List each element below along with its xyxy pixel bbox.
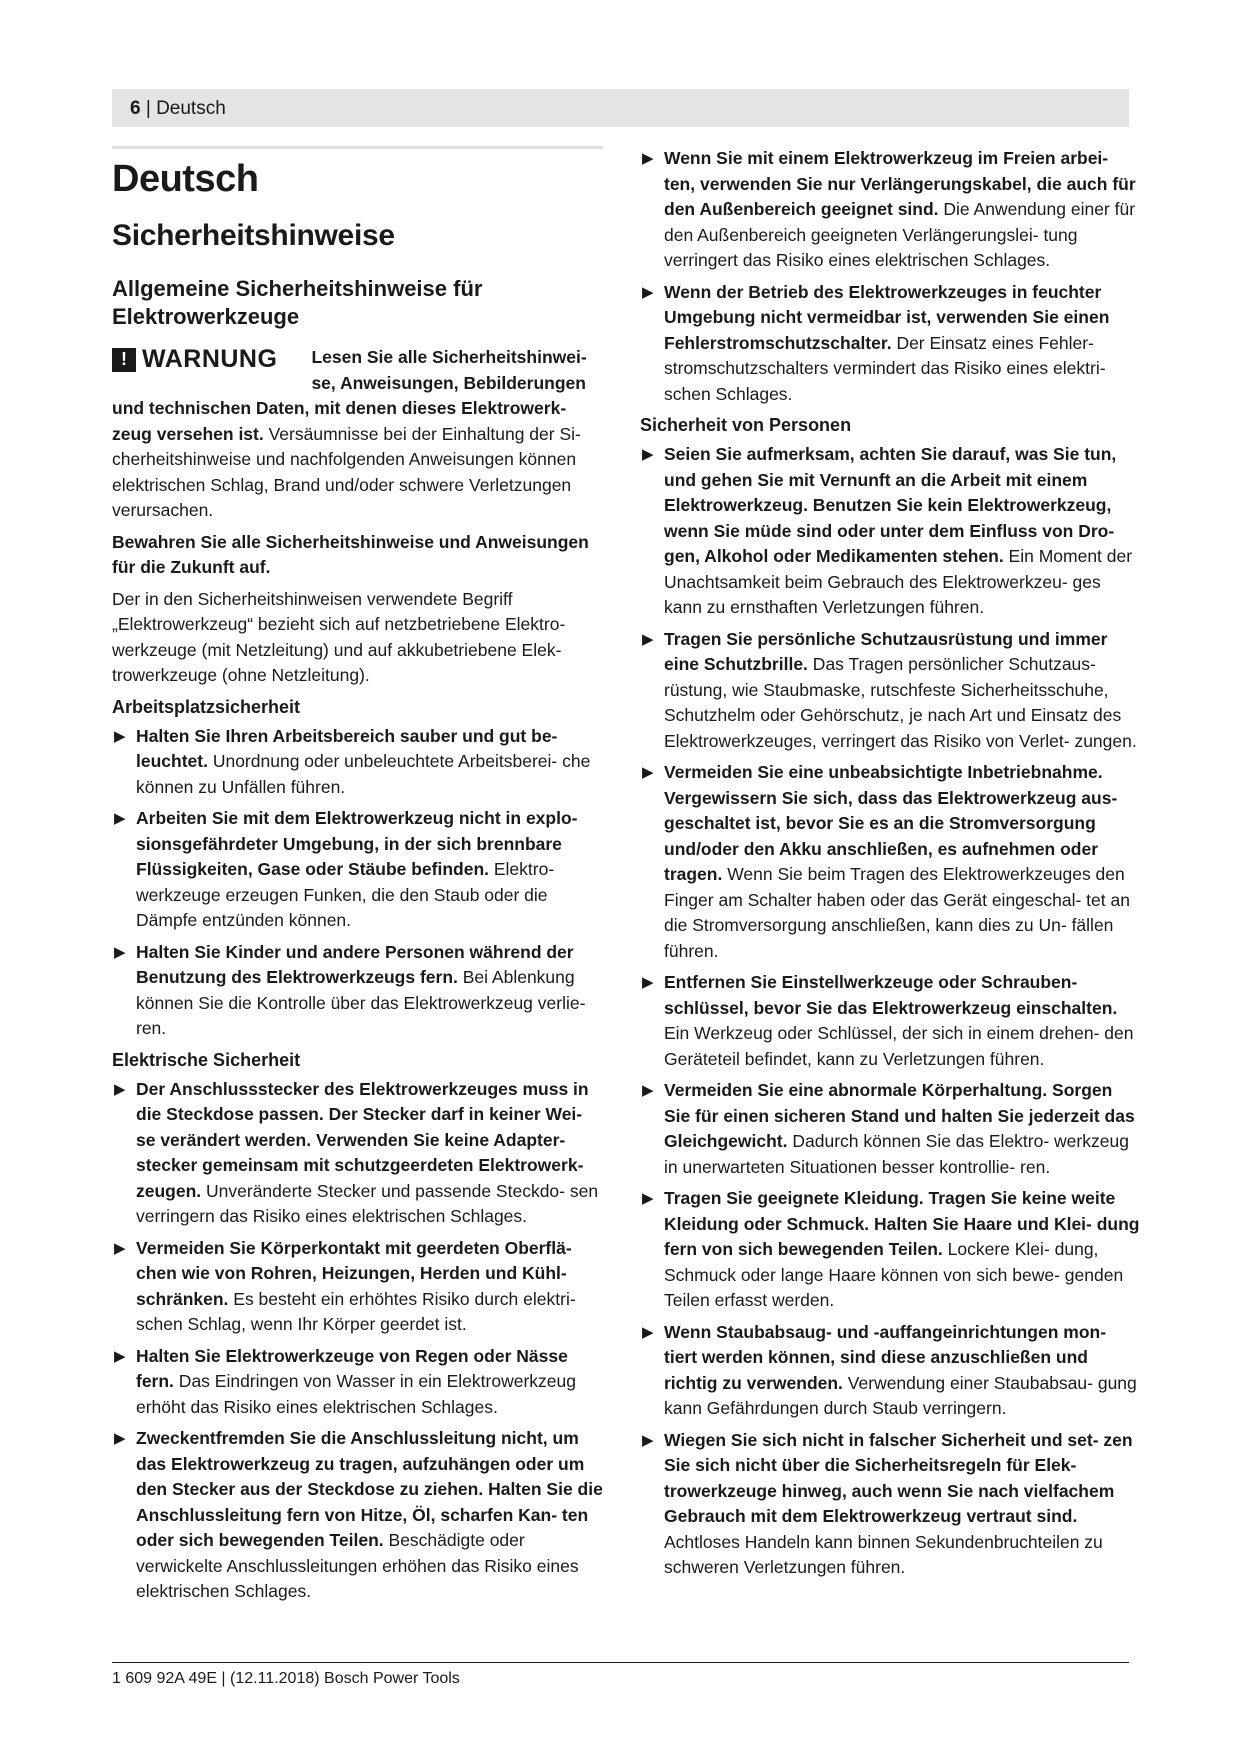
list-item: ▶ Tragen Sie geeignete Kleidung. Tragen Sie keine weite Kleidung oder Schmuck. Halten Sie Haare und Klei- dung fern von sich bewegenden Teilen. Lockere Klei- dung, Schmuck oder lange Haare können von sich bewe- genden Teilen erfasst werden. (642, 1188, 1140, 1310)
list-item: ▶ Entfernen Sie Einstellwerkzeuge oder Schrauben- schlüssel, bevor Sie das Elektrowerkzeug einschalten. Ein Werkzeug oder Schlüssel, der sich in einem drehen- den Geräteteil befindet, kann zu Verletzungen führen. (642, 972, 1134, 1069)
header-section: | Deutsch (145, 98, 226, 119)
list-item: ▶ Arbeiten Sie mit dem Elektrowerkzeug nicht in explo- sionsgefährdeter Umgebung, in der sich brennbare Flüssigkeiten, Gase oder Stäube befinden. Elektro- werkzeuge erzeugen Funken, die den Staub oder die Dämpfe entzünden können. (114, 808, 578, 930)
bullet-arrow-icon: ▶ (642, 150, 654, 167)
workplace-list (112, 724, 604, 1042)
warning-triangle-icon: ! (112, 348, 136, 372)
page-header (130, 98, 226, 120)
warning-text-bold: und technischen Daten, mit denen dieses Elektrowerk- zeug versehen ist. (112, 398, 567, 444)
bullet-arrow-icon: ▶ (114, 810, 126, 827)
bullet-arrow-icon: ▶ (642, 630, 654, 648)
term-definition: Der in den Sicherheitshinweisen verwendete Begriff „Elektrowerkzeug“ bezieht sich auf netzbetriebene Elektro- werkzeuge (mit Netzleitung) und auf akkubetriebene Elek- trowerkzeuge (ohne Netzleitung). (112, 588, 566, 685)
workplace-heading: Arbeitsplatzsicherheit (112, 696, 301, 717)
electrical-heading: Elektrische Sicherheit (112, 1049, 301, 1070)
electrical-list (112, 1077, 604, 1605)
personal-safety-heading: Sicherheit von Personen (640, 415, 852, 435)
warning-text-normal: Versäumnisse bei der Einhaltung der Si- cherheitshinweise und nachfolgenden Anweisungen können elektrischen Schlag, Brand und/oder schwere Verletzungen verursachen. (112, 423, 581, 520)
bullet-arrow-icon: ▶ (114, 1239, 126, 1257)
electrical-list-continued (640, 146, 1140, 407)
bullet-arrow-icon: ▶ (642, 1082, 654, 1099)
warning-text-first: Lesen Sie alle Sicherheitshinwei- se, Anweisungen, Bebilderungen (311, 347, 587, 393)
list-item: ▶ Halten Sie Ihren Arbeitsbereich sauber und gut be- leuchtet. Unordnung oder unbeleuchtete Arbeitsberei- che können zu Unfällen führen. (114, 725, 591, 797)
page-number: 6 (130, 98, 141, 119)
bullet-arrow-icon: ▶ (114, 727, 126, 745)
personal-safety-list (640, 442, 1140, 1581)
list-item: ▶ Vermeiden Sie Körperkontakt mit geerdeten Oberflä- chen wie von Rohren, Heizungen, Herden und Kühl- schränken. Es besteht ein erhöhtes Risiko durch elektri- schen Schlag, wenn Ihr Körper geerdet ist. (114, 1237, 576, 1334)
bullet-arrow-icon: ▶ (114, 1347, 126, 1365)
section-title: Sicherheitshinweise (112, 219, 395, 252)
bullet-arrow-icon: ▶ (114, 943, 126, 961)
bullet-arrow-icon: ▶ (114, 1430, 126, 1447)
list-item: ▶ Wiegen Sie sich nicht in falscher Sicherheit und set- zen Sie sich nicht über die Sicherheitsregeln für Elek- trowerkzeuge hinweg, auch wenn Sie nach vielfachem Gebrauch mit dem Elektrowerkzeug vertraut sind. Achtloses Handeln kann binnen Sekundenbruchteilen zu schweren Verletzungen führen. (642, 1429, 1133, 1577)
page-title: Deutsch (112, 158, 259, 200)
bullet-arrow-icon: ▶ (642, 974, 654, 991)
footer-text: 1 609 92A 49E | (12.11.2018) Bosch Power Tools (112, 1670, 460, 1687)
list-item: ▶ Vermeiden Sie eine unbeabsichtigte Inbetriebnahme. Vergewissern Sie sich, dass das Elektrowerkzeug aus- geschaltet ist, bevor Sie es an die Stromversorgung und/oder den Akku anschließen, es aufnehmen oder tragen. Wenn Sie beim Tragen des Elektrowerkzeuges den Finger am Schalter haben oder das Gerät eingeschal- tet an die Stromversorgung anschließen, kann dies zu Un- fällen führen. (642, 762, 1130, 961)
list-item: ▶ Wenn Staubabsaug- und -auffangeinrichtungen mon- tiert werden können, sind diese anzuschließen und richtig zu verwenden. Verwendung einer Staubabsau- gung kann Gefährdungen durch Staub verringern. (642, 1321, 1137, 1418)
warning-block (112, 345, 604, 396)
warning-label: WARNUNG (142, 345, 278, 373)
list-item: ▶ Zweckentfremden Sie die Anschlussleitung nicht, um das Elektrowerkzeug zu tragen, aufzuhängen oder um den Stecker aus der Steckdose zu ziehen. Halten Sie die Anschlussleitung fern von Hitze, Öl, scharfen Kan- ten oder sich bewegenden Teilen. Beschädigte oder verwickelte Anschlussleitungen erhöhen das Risiko eines elektrischen Schlages. (114, 1428, 603, 1601)
list-item: ▶ Tragen Sie persönliche Schutzausrüstung und immer eine Schutzbrille. Das Tragen persönlicher Schutzaus- rüstung, wie Staubmaske, rutschfeste Sicherheitsschuhe, Schutzhelm oder Gehörschutz, je nach Art und Einsatz des Elektrowerkzeuges, verringert das Risiko von Verlet- zungen. (642, 628, 1137, 751)
general-safety-heading: Allgemeine Sicherheitshinweise für Elektrowerkzeuge (112, 276, 483, 329)
page-header-bar (112, 89, 1129, 127)
bullet-arrow-icon: ▶ (642, 446, 654, 463)
left-column (112, 148, 604, 1611)
right-column (640, 146, 1140, 1587)
list-item: ▶ Seien Sie aufmerksam, achten Sie darauf, was Sie tun, und gehen Sie mit Vernunft an die Arbeit mit einem Elektrowerkzeug. Benutzen Sie kein Elektrowerkzeug, wenn Sie müde sind oder unter dem Einfluss von Dro- gen, Alkohol oder Medikamenten stehen. Ein Moment der Unachtsamkeit beim Gebrauch des Elektrowerkzeu- ges kann zu ernsthaften Verletzungen führen. (642, 444, 1133, 617)
list-item: ▶ Vermeiden Sie eine abnormale Körperhaltung. Sorgen Sie für einen sicheren Stand und halten Sie jederzeit das Gleichgewicht. Dadurch können Sie das Elektro- werkzeug in unerwarteten Situationen besser kontrollie- ren. (642, 1080, 1135, 1177)
bullet-arrow-icon: ▶ (642, 1431, 654, 1449)
footer-rule (112, 1662, 1129, 1663)
bullet-arrow-icon: ▶ (642, 764, 654, 781)
warning-text (112, 396, 604, 524)
list-item: ▶ Halten Sie Kinder und andere Personen während der Benutzung des Elektrowerkzeugs fern. Bei Ablenkung können Sie die Kontrolle über das Elektrowerkzeug verlie- ren. (114, 941, 586, 1038)
bullet-arrow-icon: ▶ (642, 1190, 654, 1207)
list-item: ▶ Wenn Sie mit einem Elektrowerkzeug im Freien arbei- ten, verwenden Sie nur Verlängerungskabel, die auch für den Außenbereich geeignet sind. Die Anwendung einer für den Außenbereich geeigneten Verlängerungslei- tung verringert das Risiko eines elektrischen Schlages. (642, 148, 1136, 270)
keep-instructions: Bewahren Sie alle Sicherheitshinweise und Anweisungen für die Zukunft auf. (112, 531, 589, 577)
bullet-arrow-icon: ▶ (642, 283, 654, 301)
list-item: ▶ Der Anschlussstecker des Elektrowerkzeuges muss in die Steckdose passen. Der Stecker darf in keiner Wei- se verändert werden. Verwenden Sie keine Adapter- stecker gemeinsam mit schutzgeerdeten Elektrowerk- zeugen. Unveränderte Stecker und passende Steckdo- sen verringern das Risiko eines elektrischen Schlages. (114, 1078, 599, 1226)
list-item: ▶ Halten Sie Elektrowerkzeuge von Regen oder Nässe fern. Das Eindringen von Wasser in ein Elektrowerkzeug erhöht das Risiko eines elektrischen Schlages. (114, 1345, 576, 1417)
bullet-arrow-icon: ▶ (114, 1080, 126, 1098)
list-item: ▶ Wenn der Betrieb des Elektrowerkzeuges in feuchter Umgebung nicht vermeidbar ist, verwenden Sie einen Fehlerstromschutzschalter. Der Einsatz eines Fehler- stromschutzschalters vermindert das Risiko eines elektri- schen Schlages. (642, 281, 1110, 404)
warning-badge (112, 345, 277, 374)
bullet-arrow-icon: ▶ (642, 1323, 654, 1341)
